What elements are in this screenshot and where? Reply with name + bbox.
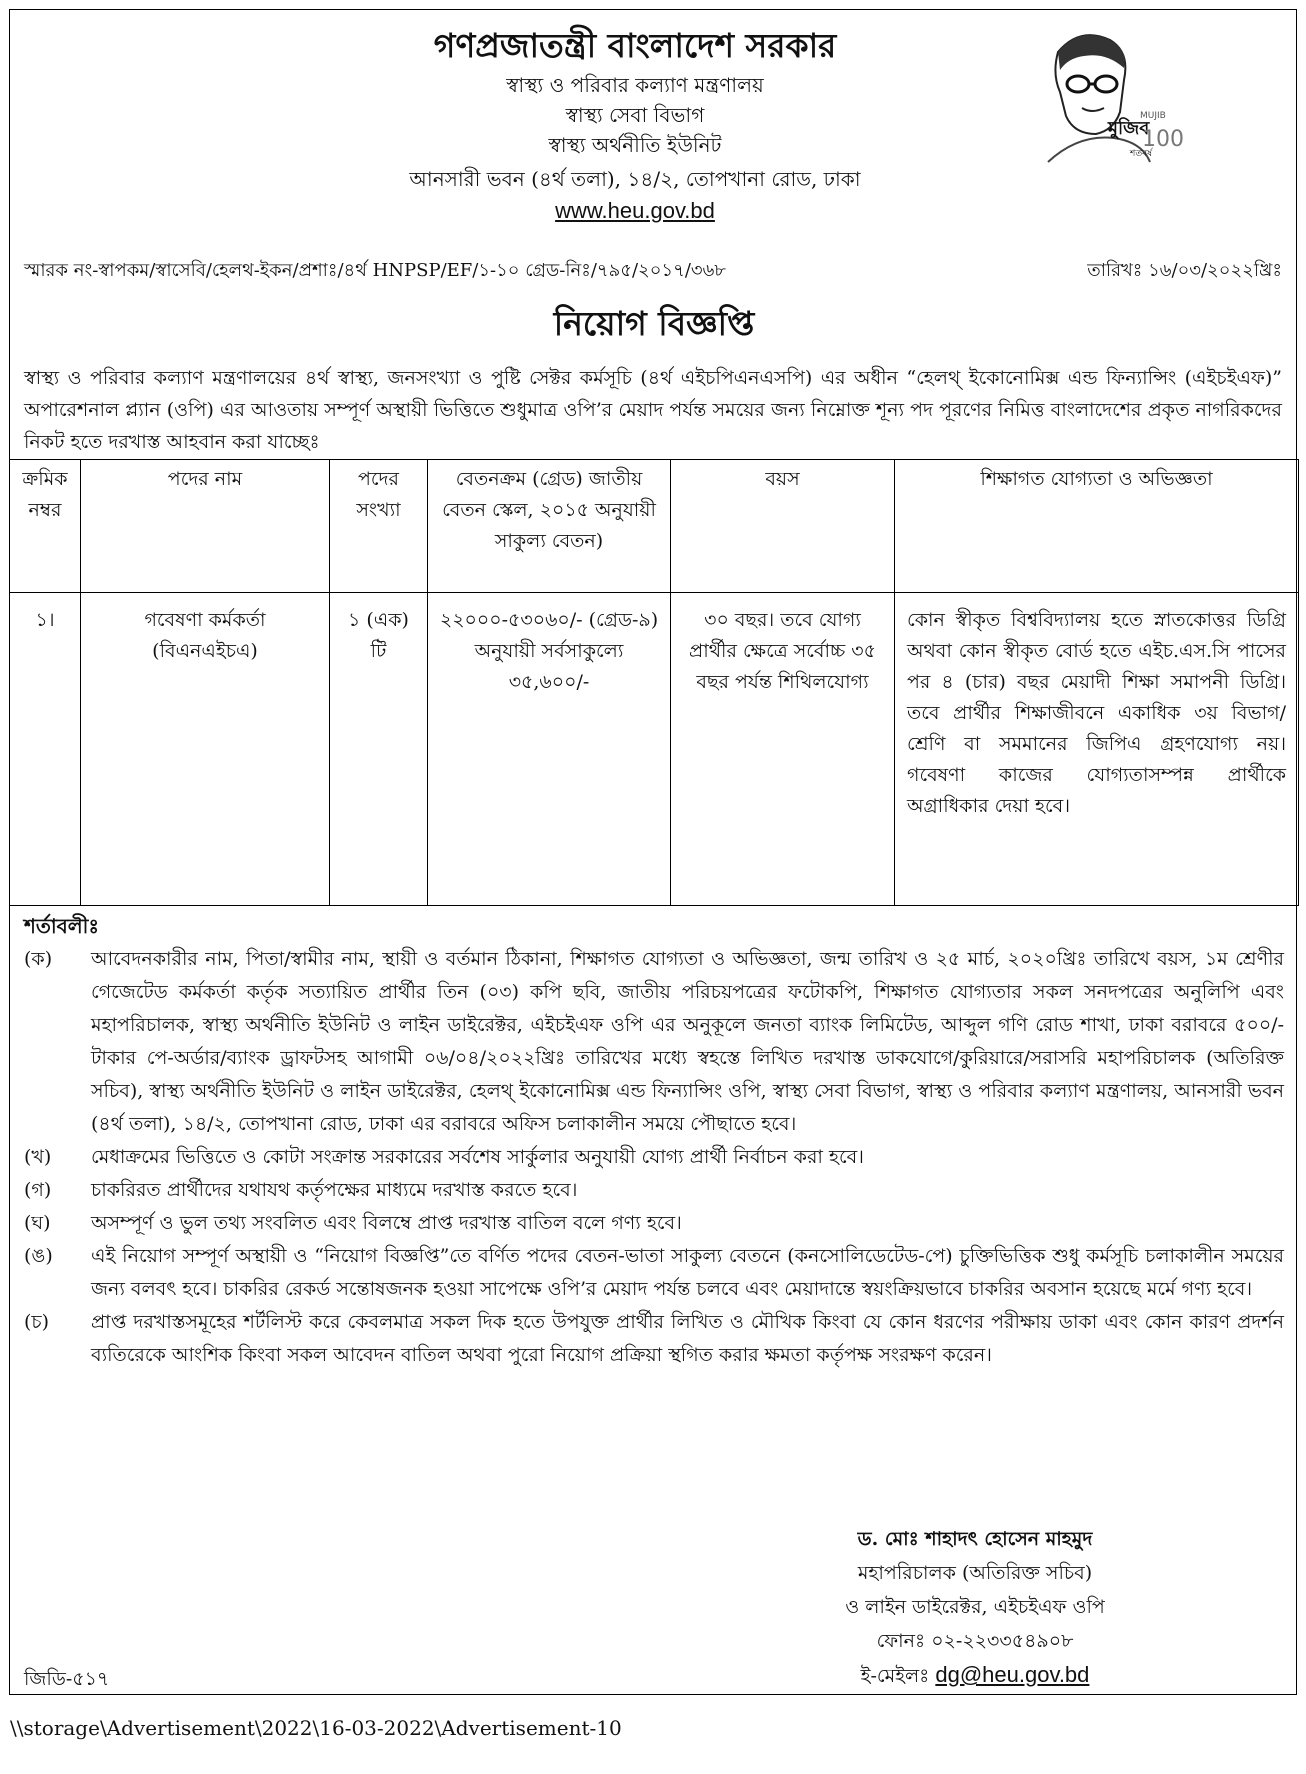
office-address: আনসারী ভবন (৪র্থ তলা), ১৪/২, তোপখানা রোড, ঢাকা bbox=[409, 167, 861, 191]
column-header-qualification: শিক্ষাগত যোগ্যতা ও অভিজ্ঞতা bbox=[895, 460, 1299, 593]
email-link[interactable]: dg@heu.gov.bd bbox=[935, 1662, 1090, 1687]
email-label: ই-মেইলঃ bbox=[860, 1665, 930, 1687]
memo-reference: স্মারক নং-স্বাপকম/স্বাসেবি/হেলথ-ইকন/প্রশাঃ/৪র্থ HNPSP/EF/১-১০ গ্রেড-নিঃ/৭৯৫/২০১৭/৩৬৮ bbox=[24, 260, 726, 281]
logo-number: 100 bbox=[1142, 127, 1184, 152]
condition-item bbox=[10, 1306, 1298, 1372]
conditions-heading: শর্তাবলীঃ bbox=[24, 914, 100, 938]
condition-label: (ঘ) bbox=[24, 1212, 51, 1234]
letterhead bbox=[200, 24, 1070, 226]
column-header-post-count: পদের সংখ্যা bbox=[330, 460, 428, 593]
condition-item bbox=[10, 1207, 1298, 1240]
condition-label: (গ) bbox=[24, 1179, 52, 1201]
column-header-pay-scale: বেতনক্রম (গ্রেড) জাতীয় বেতন স্কেল, ২০১৫ অনুযায়ী সাকুল্য বেতন) bbox=[428, 460, 671, 593]
column-header-serial: ক্রমিক নম্বর bbox=[10, 460, 81, 593]
signatory-role: ও লাইন ডাইরেক্টর, এইচইএফ ওপি bbox=[845, 1596, 1105, 1618]
condition-item bbox=[10, 1240, 1298, 1306]
condition-text: আবেদনকারীর নাম, পিতা/স্বামীর নাম, স্থায়ী ও বর্তমান ঠিকানা, শিক্ষাগত যোগ্যতা ও অভিজ্ঞতা, জন্ম তারিখ ও ২৫ মার্চ, ২০২০খ্রিঃ তারিখে বয়স, ১ম শ্রেণীর গেজেটেড কর্মকর্তা কর্তৃক সত্যায়িত প্রার্থীর তিন (০৩) কপি ছবি, জাতীয় পরিচয়পত্রের ফটোকপি, শিক্ষাগত যোগ্যতার সকল সনদপত্রের অনুলিপি এবং মহাপরিচালক, স্বাস্থ্য অর্থনীতি ইউনিট ও লাইন ডাইরেক্টর, এইচইএফ ওপি এর অনুকূলে জনতা ব্যাংক লিমিটেড, আব্দুল গণি রোড শাখা, ঢাকা বরাবরে ৫০০/- টাকার পে-অর্ডার/ব্যাংক ড্রাফটসহ আগামী ০৬/০৪/২০২২খ্রিঃ তারিখের মধ্যে স্বহস্তে লিখিত দরখাস্ত ডাকযোগে/কুরিয়ারে/সরাসরি মহাপরিচালক (অতিরিক্ত সচিব), স্বাস্থ্য অর্থনীতি ইউনিট ও লাইন ডাইরেক্টর, হেলথ্ ইকোনোমিক্স এন্ড ফিন্যান্সিং ওপি, স্বাস্থ্য সেবা বিভাগ, স্বাস্থ্য ও পরিবার কল্যাণ মন্ত্রণালয়, আনসারী ভবন (৪র্থ তলা), ১৪/২, তোপখানা রোড, ঢাকা এর বরাবরে অফিস চলাকালীন সময়ে পৌছাতে হবে। bbox=[91, 948, 1284, 1135]
file-path-footer: \\storage\Advertisement\2022\16-03-2022\Advertisement-10 bbox=[10, 1716, 622, 1740]
notice-title: নিয়োগ বিজ্ঞপ্তি bbox=[553, 304, 755, 343]
signatory-name: ড. মোঃ শাহাদৎ হোসেন মাহমুদ bbox=[857, 1528, 1093, 1550]
ministry-name: স্বাস্থ্য ও পরিবার কল্যাণ মন্ত্রণালয় bbox=[506, 73, 764, 97]
cell-post-name: গবেষণা কর্মকর্তা (বিএনএইচএ) bbox=[81, 593, 330, 906]
logo-text-en: MUJIB bbox=[1140, 111, 1166, 121]
vacancy-table bbox=[9, 459, 1299, 906]
condition-text: চাকরিরত প্রার্থীদের যথাযথ কর্তৃপক্ষের মাধ্যমে দরখাস্ত করতে হবে। bbox=[91, 1179, 578, 1201]
government-title: গণপ্রজাতন্ত্রী বাংলাদেশ সরকার bbox=[433, 26, 837, 65]
column-header-age: বয়স bbox=[671, 460, 895, 593]
signatory-email-line bbox=[750, 1658, 1200, 1693]
cell-serial: ১। bbox=[10, 593, 81, 906]
condition-label: (ঙ) bbox=[24, 1245, 53, 1267]
condition-label: (চ) bbox=[24, 1311, 50, 1333]
condition-item bbox=[10, 1174, 1298, 1207]
condition-text: প্রাপ্ত দরখাস্তসমূহের শর্টলিস্ট করে কেবলমাত্র সকল দিক হতে উপযুক্ত প্রার্থীর লিখিত ও মৌখিক কিংবা যে কোন ধরণের পরীক্ষায় ডাকা এবং কোন কারণ প্রদর্শন ব্যতিরেকে আংশিক কিংবা সকল আবেদন বাতিল অথবা পুরো নিয়োগ প্রক্রিয়া স্থগিত করার ক্ষমতা কর্তৃপক্ষ সংরক্ষণ করেন। bbox=[91, 1311, 1284, 1366]
memo-line bbox=[24, 256, 1282, 286]
memo-date: তারিখঃ ১৬/০৩/২০২২খ্রিঃ bbox=[1087, 260, 1282, 281]
condition-item bbox=[10, 943, 1298, 1141]
logo-text-bn: মুজিব bbox=[1108, 118, 1150, 139]
division-name: স্বাস্থ্য সেবা বিভাগ bbox=[565, 103, 705, 127]
table-header-row bbox=[10, 460, 1299, 593]
condition-label: (ক) bbox=[24, 948, 53, 970]
condition-item bbox=[10, 1141, 1298, 1174]
conditions-section bbox=[10, 910, 1298, 1372]
signature-block bbox=[750, 1522, 1200, 1693]
cell-post-count: ১ (এক) টি bbox=[330, 593, 428, 906]
mujib-centenary-logo bbox=[1018, 22, 1184, 172]
condition-text: মেধাক্রমের ভিত্তিতে ও কোটা সংক্রান্ত সরকারের সর্বশেষ সার্কুলার অনুযায়ী যোগ্য প্রার্থী নির্বাচন করা হবে। bbox=[91, 1146, 864, 1168]
condition-text: এই নিয়োগ সম্পূর্ণ অস্থায়ী ও “নিয়োগ বিজ্ঞপ্তি”তে বর্ণিত পদের বেতন-ভাতা সাকুল্য বেতনে (কনসোলিডেটেড-পে) চুক্তিভিত্তিক শুধু কর্মসূচি চলাকালীন সময়ের জন্য বলবৎ হবে। চাকরির রেকর্ড সন্তোষজনক হওয়া সাপেক্ষে ওপি’র মেয়াদ পর্যন্ত চলবে এবং মেয়াদান্তে স্বয়ংক্রিয়ভাবে চাকরির অবসান হয়েছে মর্মে গণ্য হবে। bbox=[91, 1245, 1284, 1300]
cell-qualification: কোন স্বীকৃত বিশ্ববিদ্যালয় হতে স্নাতকোত্তর ডিগ্রি অথবা কোন স্বীকৃত বোর্ড হতে এইচ.এস.সি পাসের পর ৪ (চার) বছর মেয়াদী শিক্ষা সমাপনী ডিগ্রি। তবে প্রার্থীর শিক্ষাজীবনে একাধিক ৩য় বিভাগ/শ্রেণি বা সমমানের জিপিএ গ্রহণযোগ্য নয়। গবেষণা কাজের যোগ্যতাসম্পন্ন প্রার্থীকে অগ্রাধিকার দেয়া হবে। bbox=[895, 593, 1299, 906]
condition-text: অসম্পূর্ণ ও ভুল তথ্য সংবলিত এবং বিলম্বে প্রাপ্ত দরখাস্ত বাতিল বলে গণ্য হবে। bbox=[91, 1212, 682, 1234]
condition-label: (খ) bbox=[24, 1146, 52, 1168]
notice-frame bbox=[9, 9, 1297, 1695]
mujib-portrait-icon bbox=[1018, 22, 1184, 172]
logo-text-bn-sub: শতবর্ষ bbox=[1130, 149, 1153, 159]
column-header-post-name: পদের নাম bbox=[81, 460, 330, 593]
signatory-designation: মহাপরিচালক (অতিরিক্ত সচিব) bbox=[857, 1562, 1093, 1584]
signatory-phone: ফোনঃ ০২-২২৩৩৫৪৯০৮ bbox=[876, 1630, 1074, 1652]
website-link[interactable]: www.heu.gov.bd bbox=[555, 198, 715, 223]
table-row bbox=[10, 593, 1299, 906]
cell-pay-scale: ২২০০০-৫৩০৬০/- (গ্রেড-৯) অনুযায়ী সর্বসাকুল্যে ৩৫,৬০০/- bbox=[428, 593, 671, 906]
unit-name: স্বাস্থ্য অর্থনীতি ইউনিট bbox=[548, 133, 722, 157]
intro-paragraph: স্বাস্থ্য ও পরিবার কল্যাণ মন্ত্রণালয়ের ৪র্থ স্বাস্থ্য, জনসংখ্যা ও পুষ্টি সেক্টর কর্মসূচি (৪র্থ এইচপিএনএসপি) এর অধীন “হেলথ্ ইকোনোমিক্স এন্ড ফিন্যান্সিং (এইচইএফ)” অপারেশনাল প্ল্যান (ওপি) এর আওতায় সম্পূর্ণ অস্থায়ী ভিত্তিতে শুধুমাত্র ওপি’র মেয়াদ পর্যন্ত সময়ের জন্য নিম্নোক্ত শূন্য পদ পূরণের নিমিত্ত বাংলাদেশের প্রকৃত নাগরিকদের নিকট হতে দরখাস্ত আহবান করা যাচ্ছেঃ bbox=[24, 367, 1282, 453]
gd-number: জিডি-৫১৭ bbox=[24, 1668, 110, 1690]
cell-age: ৩০ বছর। তবে যোগ্য প্রার্থীর ক্ষেত্রে সর্বোচ্চ ৩৫ বছর পর্যন্ত শিথিলযোগ্য bbox=[671, 593, 895, 906]
